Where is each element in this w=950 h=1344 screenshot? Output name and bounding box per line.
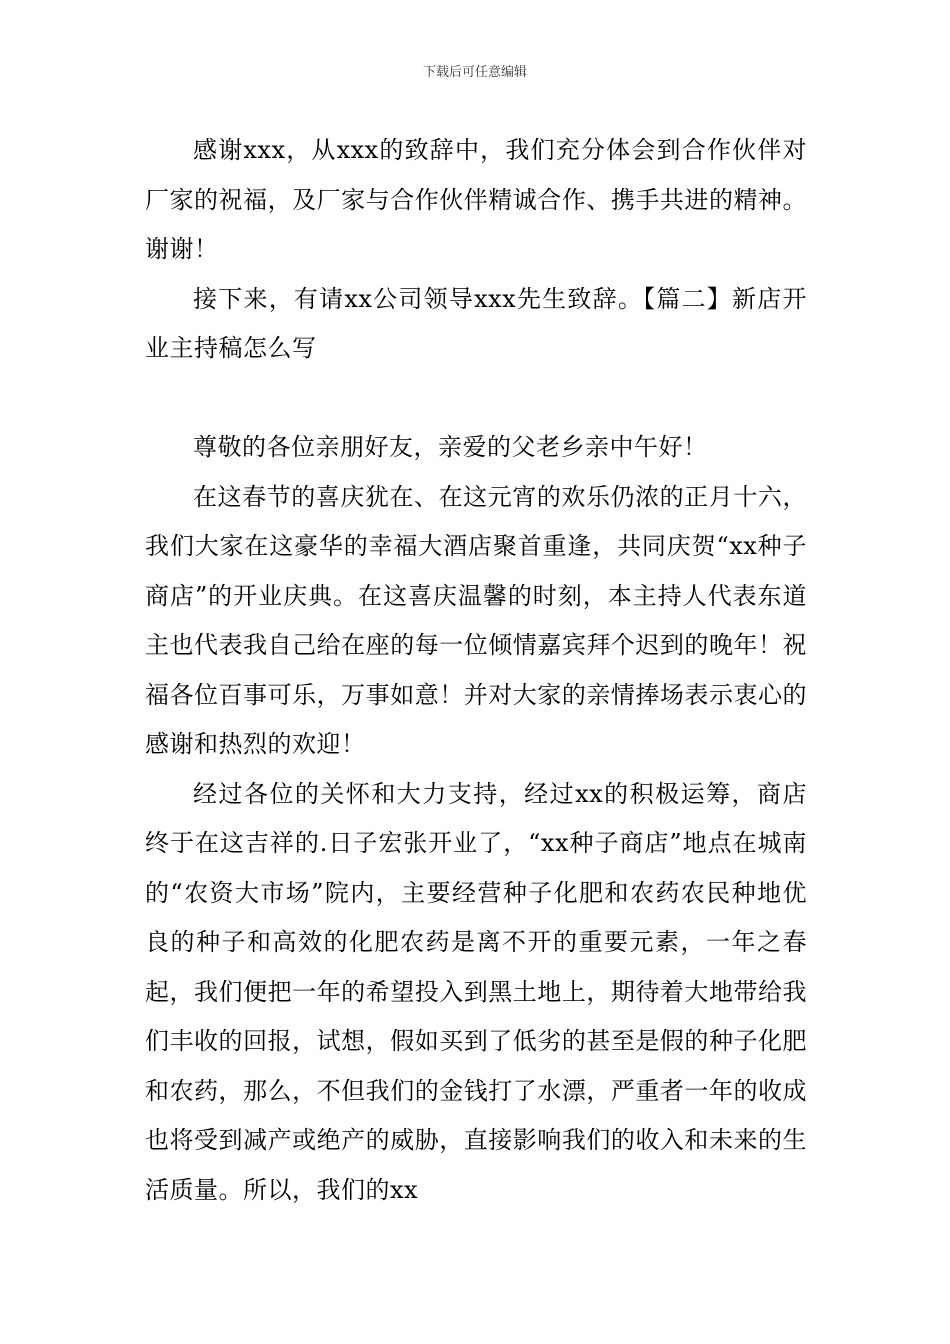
paragraph-greeting: 尊敬的各位亲朋好友，亲爱的父老乡亲中午好！ <box>193 433 708 461</box>
paragraph-spacer <box>145 374 807 424</box>
paragraph-celebration: 在这春节的喜庆犹在、在这元宵的欢乐仍浓的正月十六，我们大家在这豪华的幸福大酒店聚首重逢，共同庆贺“xx种子商店”的开业庆典。在这喜庆温馨的时刻，本主持人代表东道主也代表我自己给在座的每一位倾情嘉宾拜个迟到的晚年！祝福各位百事可乐，万事如意！并对大家的亲情捧场表示衷心的感谢和热烈的欢迎！ <box>145 482 807 758</box>
paragraph-next-speaker: 接下来，有请xx公司领导xxx先生致辞。【篇二】新店开业主持稿怎么写 <box>145 284 807 362</box>
paragraph-store-intro: 经过各位的关怀和大力支持，经过xx的积极运筹，商店终于在这吉祥的.日子宏张开业了，“xx种子商店”地点在城南的“农资大市场”院内，主要经营种子化肥和农药农民种地优良的种子和高效的化肥农药是离不开的重要元素，一年之春起，我们便把一年的希望投入到黑土地上，期待着大地带给我们丰收的回报，试想，假如买到了低劣的甚至是假的种子化肥和农药，那么，不但我们的金钱打了水漂，严重者一年的收成也将受到减产或绝产的威胁，直接影响我们的收入和未来的生活质量。所以，我们的xx <box>145 779 807 1204</box>
page-header-note: 下载后可任意编辑 <box>422 65 527 80</box>
document-body <box>145 126 807 1215</box>
paragraph-thanks: 感谢xxx，从xxx的致辞中，我们充分体会到合作伙伴对厂家的祝福，及厂家与合作伙伴精诚合作、携手共进的精神。谢谢！ <box>145 136 807 263</box>
